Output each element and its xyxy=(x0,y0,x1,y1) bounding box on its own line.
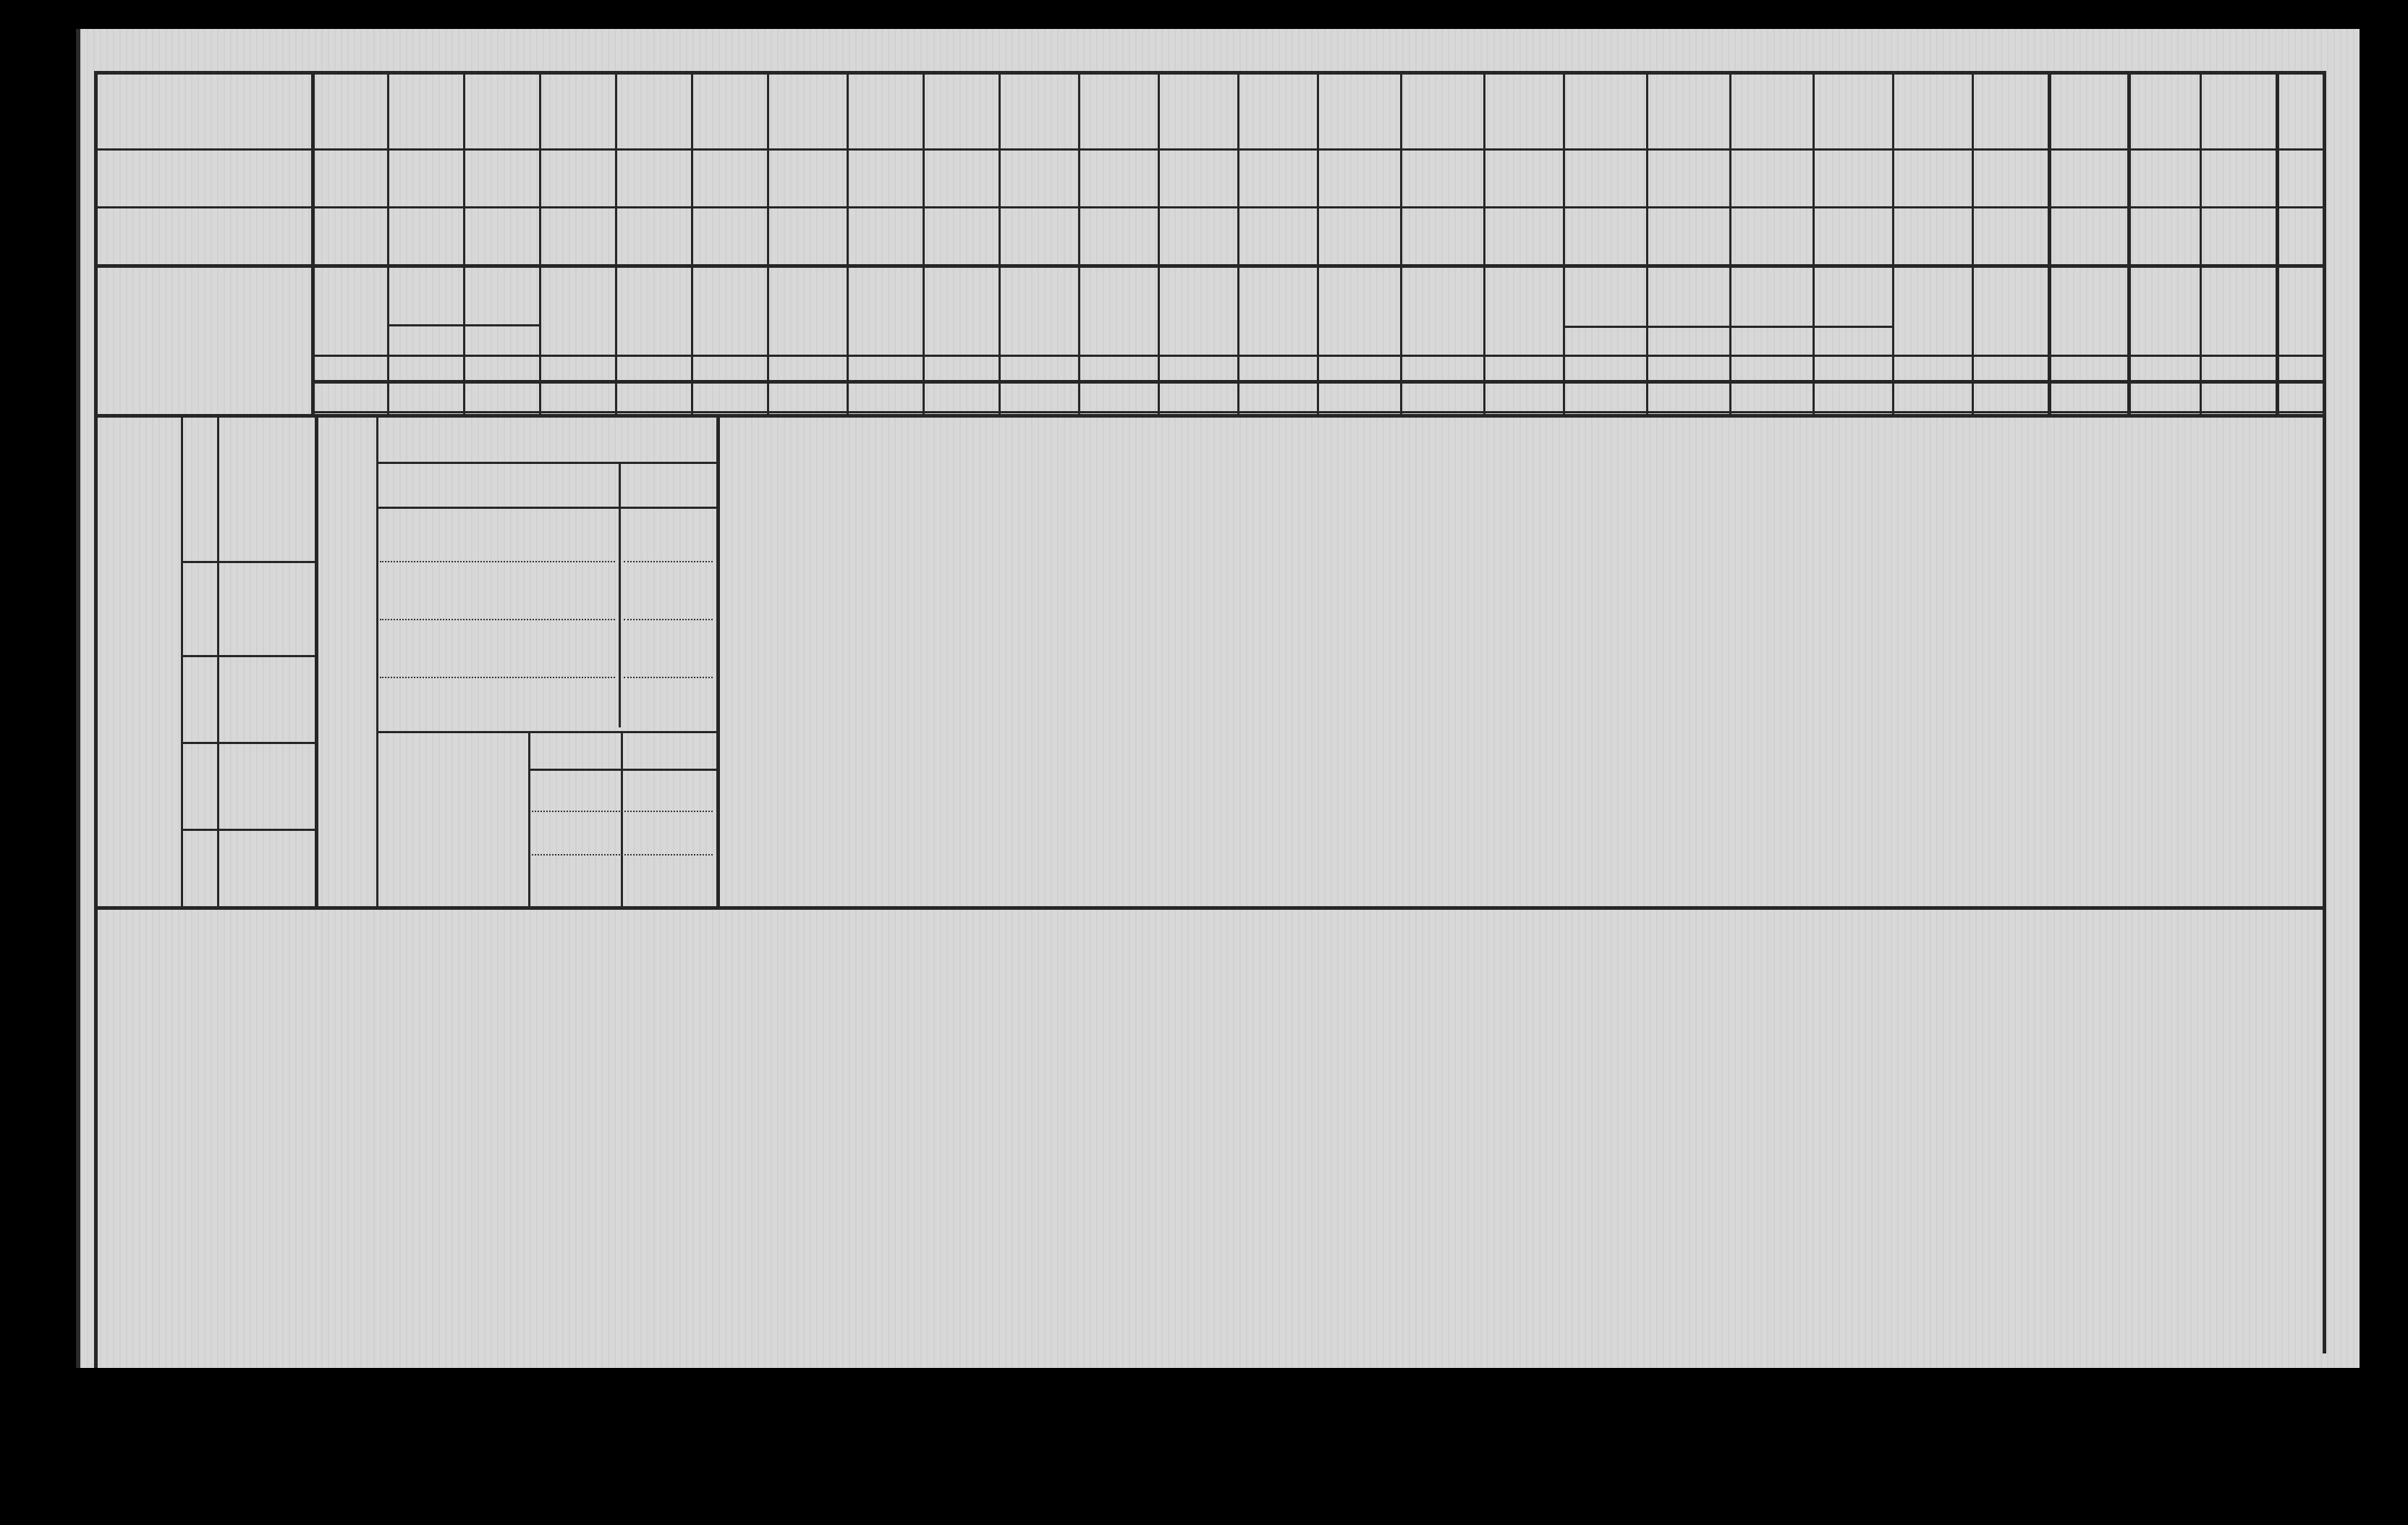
rule-line xyxy=(376,731,716,733)
rule-line xyxy=(94,264,2323,268)
rule-line xyxy=(94,71,2323,75)
rule-line xyxy=(94,414,2323,418)
rule-line xyxy=(539,71,541,414)
rule-line xyxy=(923,71,925,414)
rule-line xyxy=(1563,326,1892,328)
dotted-line xyxy=(532,854,713,856)
rule-line xyxy=(1972,71,1974,414)
rule-line xyxy=(615,71,617,414)
rule-line xyxy=(94,148,2323,151)
rule-line xyxy=(94,206,2323,208)
rule-line xyxy=(376,462,716,464)
rule-line xyxy=(2127,71,2131,414)
rule-line xyxy=(999,71,1001,414)
dotted-line xyxy=(380,677,615,678)
rule-line xyxy=(311,71,315,414)
rule-line xyxy=(181,414,183,906)
rule-line xyxy=(1237,71,1239,414)
census-card-sheet xyxy=(76,29,2360,1368)
rule-line xyxy=(376,414,378,906)
rule-line xyxy=(1158,71,1160,414)
rule-line xyxy=(619,507,621,727)
rule-line xyxy=(1483,71,1485,414)
rule-line xyxy=(1813,71,1815,414)
rule-line xyxy=(1317,71,1319,414)
rule-line xyxy=(2200,71,2202,414)
rule-line xyxy=(181,829,315,831)
rule-line xyxy=(1078,71,1080,414)
rule-line xyxy=(94,906,2323,910)
rule-line xyxy=(387,324,539,326)
dotted-line xyxy=(380,561,615,562)
rule-line xyxy=(387,71,389,414)
rule-line xyxy=(315,414,318,906)
rule-line xyxy=(847,71,849,414)
rule-line xyxy=(1400,71,1402,414)
rule-line xyxy=(528,731,530,906)
rule-line xyxy=(217,414,219,906)
rule-line xyxy=(376,507,716,509)
rule-line xyxy=(181,655,315,657)
rule-line xyxy=(716,414,720,906)
rule-line xyxy=(1563,71,1565,414)
rule-line xyxy=(1646,71,1648,414)
rule-line xyxy=(181,742,315,744)
dotted-line xyxy=(624,561,713,562)
dotted-line xyxy=(380,619,615,620)
rule-line xyxy=(1729,71,1731,414)
dotted-line xyxy=(532,811,713,812)
rule-line xyxy=(463,71,465,414)
rule-line xyxy=(2048,71,2051,414)
rule-line xyxy=(181,561,315,563)
rule-line xyxy=(767,71,769,414)
rule-line xyxy=(1892,71,1894,414)
dotted-line xyxy=(624,619,713,620)
rule-line xyxy=(2276,71,2279,414)
rule-line xyxy=(621,731,623,906)
rule-line xyxy=(2323,71,2326,1353)
rule-line xyxy=(528,769,716,771)
rule-line xyxy=(619,462,621,507)
dotted-line xyxy=(624,677,713,678)
rule-line xyxy=(691,71,693,414)
rule-line xyxy=(94,71,98,1368)
